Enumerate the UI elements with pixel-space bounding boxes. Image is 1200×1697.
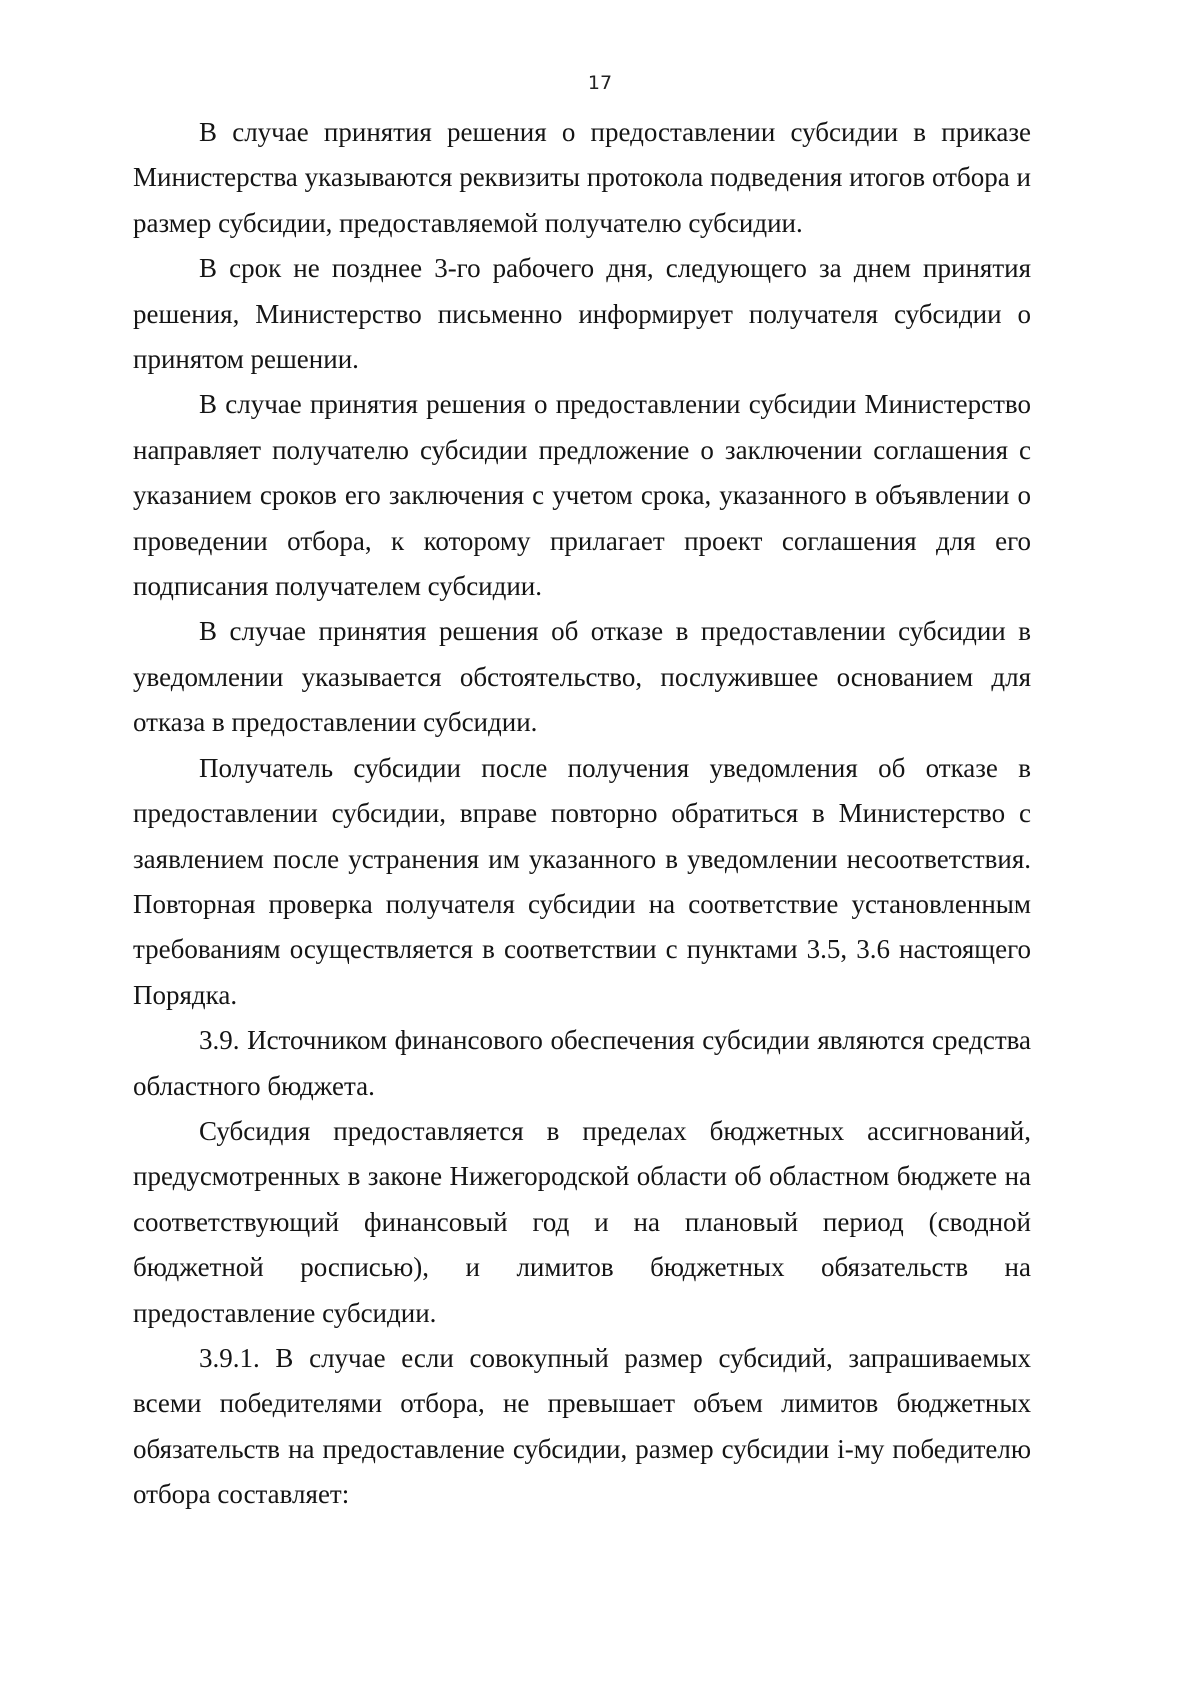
paragraph-8: 3.9.1. В случае если совокупный размер субсидий, запрашиваемых всеми победителями отбора, не превышает объем лимитов бюджетных обязательств на предоставление субсидии, размер субсидии i-му победителю отбора составляет: — [133, 1342, 1031, 1510]
paragraph-1: В случае принятия решения о предоставлении субсидии в приказе Министерства указываются реквизиты протокола подведения итогов отбора и размер субсидии, предоставляемой получателю субсидии. — [133, 117, 1031, 238]
paragraph-3: В случае принятия решения о предоставлении субсидии Министерство направляет получателю субсидии предложение о заключении соглашения с указанием сроков его заключения с учетом срока, указанного в объявлении о проведении отбора, к которому прилагает проект соглашения для его подписания получателем субсидии. — [133, 389, 1031, 602]
paragraph-4: В случае принятия решения об отказе в предоставлении субсидии в уведомлении указывается обстоятельство, послужившее основанием для отказа в предоставлении субсидии. — [133, 616, 1031, 738]
paragraph-7: Субсидия предоставляется в пределах бюджетных ассигнований, предусмотренных в законе Нижегородской области об областном бюджете на соответствующий финансовый год и на плановый период (сводной бюджетной росписью), и лимитов бюджетных обязательств на предоставление субсидии. — [133, 1115, 1031, 1328]
paragraph-6: 3.9. Источником финансового обеспечения субсидии являются средства областного бюджета. — [133, 1025, 1031, 1101]
page-number: 17 — [587, 72, 613, 94]
document-body — [133, 110, 1031, 1518]
paragraph-2: В срок не позднее 3-го рабочего дня, следующего за днем принятия решения, Министерство письменно информирует получателя субсидии о принятом решении. — [133, 253, 1031, 375]
paragraph-5: Получатель субсидии после получения уведомления об отказе в предоставлении субсидии, вправе повторно обратиться в Министерство с заявлением после устранения им указанного в уведомлении несоответствия. Повторная проверка получателя субсидии на соответствие установленным требованиям осуществляется в соответствии с пунктами 3.5, 3.6 настоящего Порядка. — [133, 752, 1031, 1010]
